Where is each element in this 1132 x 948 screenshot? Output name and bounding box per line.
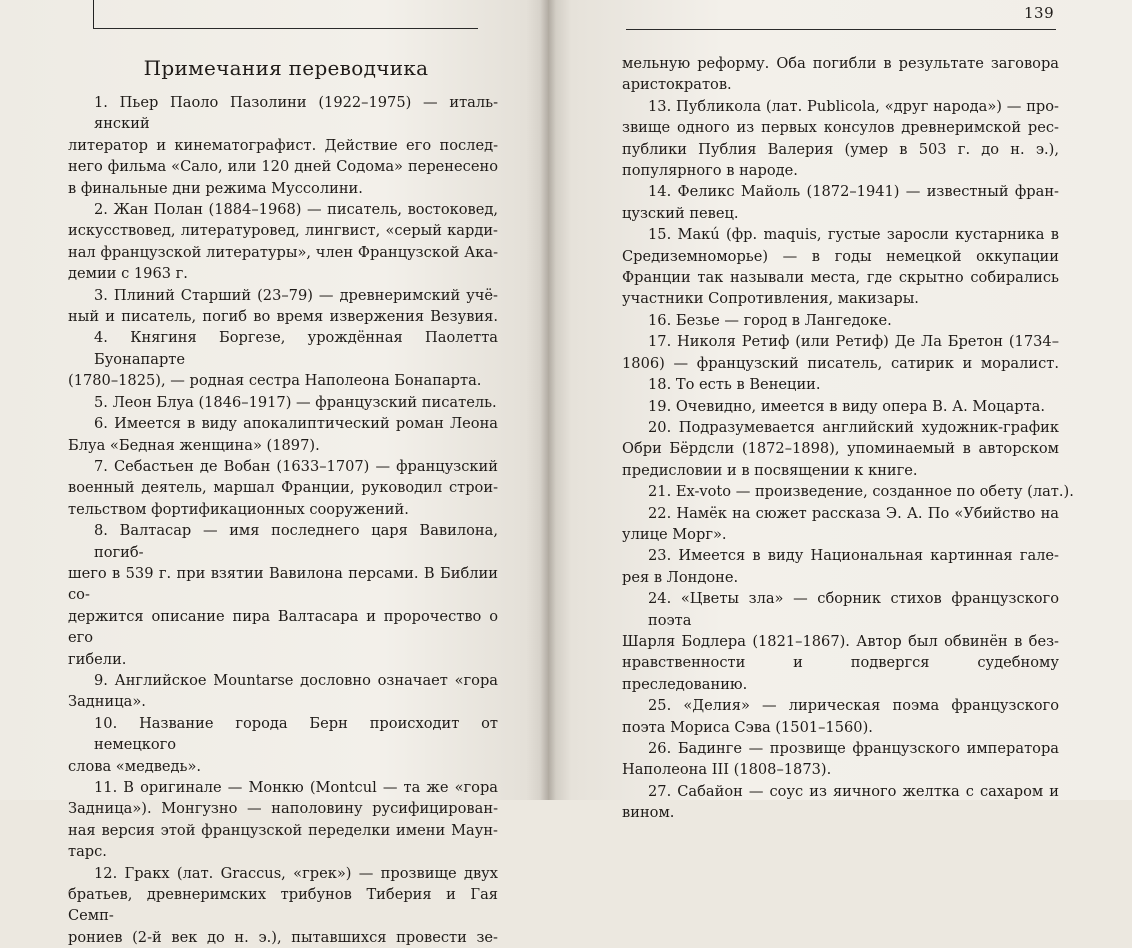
text-line: 15. Макú (фр. maquis, густые заросли кустарника в	[648, 226, 1059, 244]
text-line: держится описание пира Валтасара и пророчество о его	[68, 607, 498, 647]
text-line: Задница».	[68, 693, 146, 711]
text-line: нал французской литературы», член Французской Ака-	[68, 243, 498, 261]
text-line: 1806) — французский писатель, сатирик и моралист.	[622, 354, 1059, 372]
text-line: мельную реформу. Оба погибли в результате заговора	[622, 55, 1059, 72]
text-line: Франции так называли места, где скрытно собирались	[622, 269, 1059, 287]
text-line: 17. Николя Ретиф (или Ретиф) Де Ла Бретон (1734–	[648, 333, 1059, 351]
text-line: шего в 539 г. при взятии Вавилона персами. В Библии со-	[68, 564, 498, 604]
text-line: предисловии и в посвящении к книге.	[622, 461, 918, 479]
text-line: литератор и кинематографист. Действие его послед-	[68, 136, 498, 154]
text-line: 16. Безье — город в Лангедоке.	[648, 311, 892, 329]
text-line: (1780–1825), — родная сестра Наполеона Бонапарта.	[68, 372, 482, 390]
text-line: 12. Гракх (лат. Graccus, «грек») — прозвище двух	[94, 864, 498, 882]
text-line: 26. Бадинге — прозвище французского императора	[648, 740, 1059, 757]
text-line: публики Публия Валерия (умер в 503 г. до н. э.),	[622, 140, 1059, 158]
text-line: братьев, древнеримских трибунов Тиберия и Гая Семп-	[68, 886, 498, 925]
text-line: ная версия этой французской переделки имени Маун-	[68, 821, 498, 839]
left-notes-column	[68, 92, 498, 948]
left-header-rule	[93, 28, 478, 29]
text-line: 25. «Делия» — лирическая поэма французского	[648, 697, 1059, 715]
text-line: 5. Леон Блуа (1846–1917) — французский писатель.	[94, 393, 497, 411]
text-line: слова «медведь».	[68, 757, 202, 775]
page-number: 139	[1024, 4, 1055, 22]
text-line: звище одного из первых консулов древнеримской рес-	[622, 119, 1059, 137]
text-line: рониев (2-й век до н. э.), пытавшихся провести зе-	[68, 928, 498, 946]
text-line: 4. Княгиня Боргезе, урождённая Паолетта Буонапарте	[94, 329, 498, 368]
text-line: 22. Намёк на сюжет рассказа Э. А. По «Убийство на	[648, 504, 1059, 522]
text-line: популярного в народе.	[622, 162, 798, 180]
text-line: Средиземноморье) — в годы немецкой оккупации	[622, 247, 1059, 265]
text-line: 27. Сабайон — соус из яичного желтка с сахаром и	[648, 782, 1059, 800]
text-line: ный и писатель, погиб во время извержения Везувия.	[68, 308, 498, 326]
text-line: 1. Пьер Паоло Пазолини (1922–1975) — итальянский	[94, 94, 498, 133]
text-line: поэта Мориса Сэва (1501–1560).	[622, 718, 873, 736]
text-line: вином.	[622, 804, 675, 822]
text-line: 8. Валтасар — имя последнего царя Вавилона, погиб-	[94, 522, 498, 561]
text-line: цузский певец.	[622, 204, 739, 222]
text-line: 6. Имеется в виду апокалиптический роман Леона	[94, 415, 498, 433]
text-line: рея в Лондоне.	[622, 568, 739, 586]
section-heading: Примечания переводчика	[143, 56, 429, 80]
text-line: 19. Очевидно, имеется в виду опера В. А. Моцарта.	[648, 397, 1046, 415]
text-line: Задница»). Монгузно — наполовину русифицирован-	[68, 800, 498, 818]
text-line: 13. Публикола (лат. Publicola, «друг народа») — про-	[648, 97, 1059, 115]
left-vertical-rule	[93, 0, 94, 28]
text-line: в финальные дни режима Муссолини.	[68, 179, 363, 197]
text-line: Блуа «Бедная женщина» (1897).	[68, 436, 320, 454]
text-line: 9. Английское Mountarse дословно означает «гора	[94, 671, 498, 689]
text-line: демии с 1963 г.	[68, 265, 188, 283]
text-line: Наполеона III (1808–1873).	[622, 761, 832, 779]
text-line: 7. Себастьен де Вобан (1633–1707) — французский	[94, 457, 498, 475]
text-line: 11. В оригинале — Монкю (Montcul — та же «гора	[94, 779, 498, 796]
text-line: военный деятель, маршал Франции, руководил строи-	[68, 479, 498, 497]
text-line: 23. Имеется в виду Национальная картинная гале-	[648, 547, 1059, 565]
right-notes-column	[622, 53, 1074, 824]
text-line: Обри Бёрдсли (1872–1898), упоминаемый в авторском	[622, 440, 1059, 458]
text-line: Шарля Бодлера (1821–1867). Автор был обвинён в без-	[622, 632, 1059, 650]
text-line: 20. Подразумевается английский художник-график	[648, 418, 1059, 436]
text-line: тарс.	[68, 843, 107, 861]
text-line: 21. Ex-voto — произведение, созданное по обету (лат.).	[648, 483, 1074, 501]
text-line: 2. Жан Полан (1884–1968) — писатель, востоковед,	[94, 201, 498, 219]
text-line: него фильма «Сало, или 120 дней Содома» перенесено	[68, 158, 498, 176]
text-line: 14. Феликс Майоль (1872–1941) — известный фран-	[648, 183, 1059, 201]
text-line: нравственности и подвергся судебному преследованию.	[622, 654, 1059, 693]
text-line: 10. Название города Берн происходит от немецкого	[94, 714, 498, 754]
book-gutter	[540, 0, 556, 800]
text-line: 18. То есть в Венеции.	[648, 376, 821, 394]
text-line: гибели.	[68, 650, 127, 668]
text-line: аристократов.	[622, 76, 732, 94]
right-header-rule	[626, 29, 1056, 30]
text-line: искусствовед, литературовед, лингвист, «серый карди-	[68, 222, 498, 240]
text-line: 24. «Цветы зла» — сборник стихов французского поэта	[648, 590, 1059, 629]
text-line: участники Сопротивления, макизары.	[622, 290, 919, 308]
text-line: 3. Плиний Старший (23–79) — древнеримский учё-	[94, 286, 498, 304]
text-line: тельством фортификационных сооружений.	[68, 500, 409, 518]
text-line: улице Морг».	[622, 525, 727, 543]
